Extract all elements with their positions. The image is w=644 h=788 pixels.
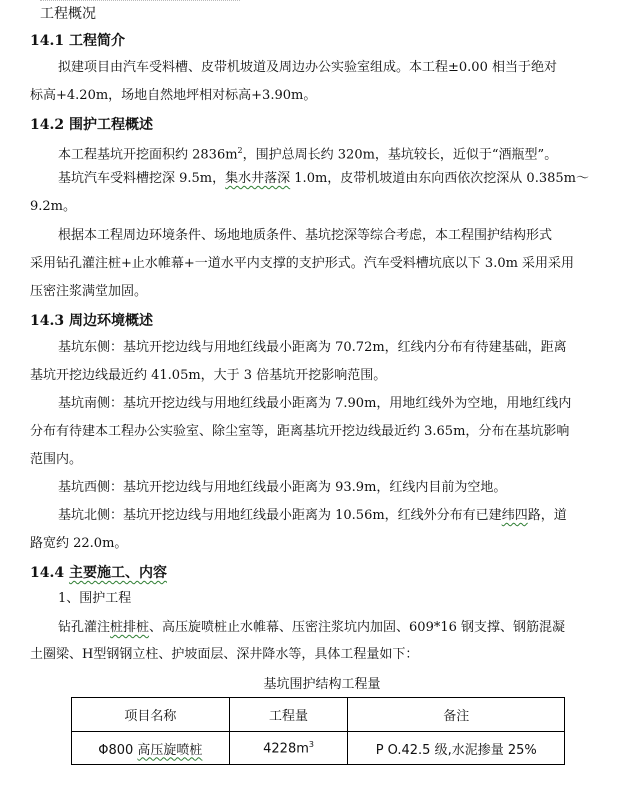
header-item-name: 项目名称 (72, 698, 230, 732)
table-header-row (72, 698, 565, 732)
paragraph-line: 路宽约 22.0m。 (30, 536, 128, 551)
flagged-text: 高压旋喷桩 (137, 742, 203, 758)
header-remark: 备注 (348, 698, 565, 732)
section-heading-14-1: 14.1 工程简介 (30, 33, 125, 49)
paragraph-line: 基坑开挖边线最近约 41.05m，大于 3 倍基坑开挖影响范围。 (30, 368, 387, 383)
flagged-text: 桩排桩 (110, 620, 150, 635)
paragraph-line: 基坑东侧：基坑开挖边线与用地红线最小距离为 70.72m，红线内分布有待建基础，距离 (58, 340, 567, 355)
paragraph-line: 拟建项目由汽车受料槽、皮带机坡道及周边办公实验室组成。本工程±0.00 相当于绝对 (58, 60, 557, 75)
paragraph-line: 压密注浆满堂加固。 (30, 284, 148, 299)
cell-remark: P O.42.5 级,水泥掺量 25% (348, 732, 565, 765)
flagged-text: 主要施工、内容 (68, 565, 167, 581)
section-heading-14-3: 14.3 周边环境概述 (30, 313, 153, 329)
paragraph-line: 基坑南侧：基坑开挖边线与用地红线最小距离为 7.90m，用地红线外为空地，用地红线内 (58, 396, 572, 411)
cell-quantity: $4228m^3$ (229, 732, 348, 765)
paragraph-line: 采用钻孔灌注桩+止水帷幕+一道水平内支撑的支护形式。汽车受料槽坑底以下 3.0m 采用采用 (30, 256, 575, 271)
quantity-table (71, 697, 565, 765)
section-heading-14-2: 14.2 围护工程概述 (30, 117, 153, 133)
paragraph-line: 分布有待建本工程办公实验室、除尘室等，距离基坑开挖边线最近约 3.65m，分布在基坑影响 (30, 424, 570, 439)
flagged-text: 集水井落深 (225, 171, 291, 186)
paragraph-line: 基坑西侧：基坑开挖边线与用地红线最小距离为 93.9m，红线内目前为空地。 (58, 480, 507, 495)
paragraph-line: 基坑北侧：基坑开挖边线与用地红线最小距离为 10.56m，红线外分布有已建纬四路，道 (58, 508, 567, 523)
header-quantity: 工程量 (229, 698, 348, 732)
page-title: 工程概况 (40, 6, 96, 22)
header-rule (40, 0, 240, 2)
paragraph-line: 本工程基坑开挖面积约 $2836m^2$，围护总周长约 320m，基坑较长，近似于“酒瓶型”。 (58, 146, 558, 163)
paragraph-line: 范围内。 (30, 452, 83, 467)
flagged-text: 纬四 (501, 508, 528, 523)
paragraph-line: 土圈梁、H型钢钢立柱、护坡面层、深井降水等，具体工程量如下： (30, 647, 419, 662)
table-caption: 基坑围护结构工程量 (263, 677, 381, 692)
paragraph-line: 钻孔灌注桩排桩、高压旋喷桩止水帷幕、压密注浆坑内加固、609*16 钢支撑、钢筋混凝 (58, 620, 566, 635)
section-heading-14-4: 14.4 主要施工、内容 (30, 565, 167, 581)
cell-item-name: Φ800 高压旋喷桩 (72, 732, 230, 765)
paragraph-line: 标高+4.20m，场地自然地坪相对标高+3.90m。 (30, 88, 317, 103)
subsection-label: 1、围护工程 (58, 591, 132, 606)
paragraph-line: 基坑汽车受料槽挖深 9.5m，集水井落深 1.0m，皮带机坡道由东向西依次挖深从 0.385m～ (58, 171, 589, 186)
paragraph-line: 9.2m。 (30, 199, 77, 214)
paragraph-line: 根据本工程周边环境条件、场地地质条件、基坑挖深等综合考虑，本工程围护结构形式 (58, 228, 553, 243)
table-row (72, 732, 565, 765)
